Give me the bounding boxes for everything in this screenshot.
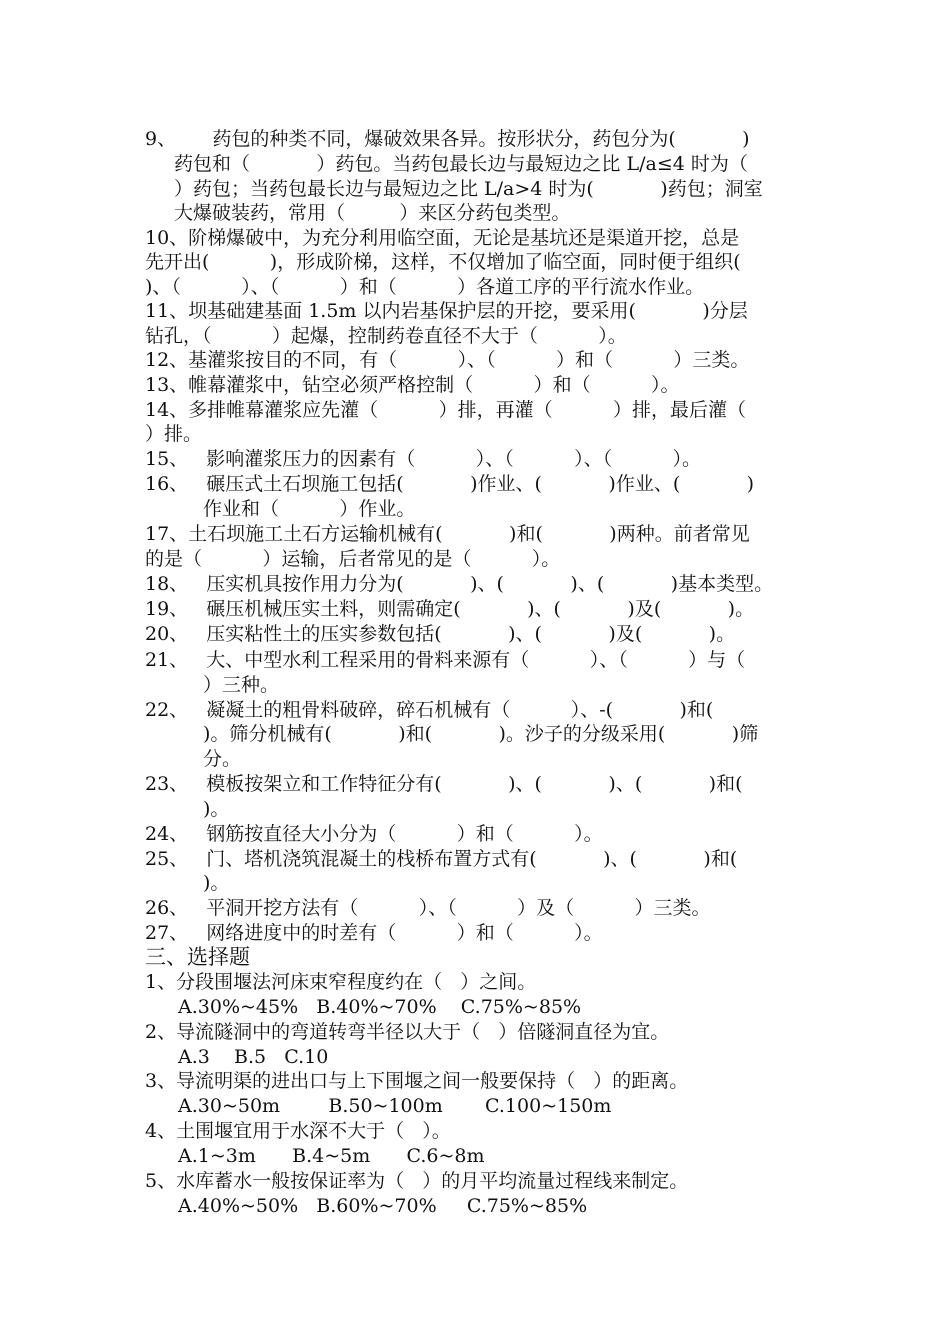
text-line: ）药包；当药包最长边与最短边之比 L/a>4 时为( )药包；洞室 [174, 178, 763, 200]
text-line: 分。 [203, 748, 242, 770]
text-line: )、（ ）、（ ）和（ ）各道工序的平行流水作业。 [145, 276, 705, 298]
text-line: )。 [203, 798, 230, 820]
text-line: 16、 碾压式土石坝施工包括( )作业、( )作业、( ) [145, 473, 755, 495]
text-line: 药包和（ ）药包。当药包最长边与最短边之比 L/a≤4 时为（ [174, 153, 748, 175]
text-line: 钻孔，（ ）起爆，控制药卷直径不大于（ ）。 [145, 325, 627, 347]
text-line: 15、 影响灌浆压力的因素有（ ）、（ ）、（ ）。 [145, 448, 701, 470]
question-text: 2、导流隧洞中的弯道转弯半径以大于（ ）倍隧洞直径为宜。 [145, 1021, 670, 1043]
text-line: 22、 凝凝土的粗骨料破碎，碎石机械有（ ）、-( )和( [145, 699, 714, 721]
text-line: 25、 门、塔机浇筑混凝土的栈桥布置方式有( )、( )和( [145, 848, 738, 870]
text-line: 12、基灌浆按目的不同，有（ ）、（ ）和（ ）三类。 [145, 349, 750, 371]
text-line: 11、坝基础建基面 1.5m 以内岩基保护层的开挖，要采用( )分层 [145, 300, 748, 322]
text-line: 的是（ ）运输，后者常见的是（ ）。 [145, 548, 561, 570]
answer-options: A.3 B.5 C.10 [178, 1046, 329, 1068]
text-line: 10、阶梯爆破中，为充分利用临空面，无论是基坑还是渠道开挖，总是 [145, 227, 740, 249]
text-line: 9、 药包的种类不同，爆破效果各异。按形状分，药包分为( ) [145, 128, 750, 150]
question-text: 5、水库蓄水一般按保证率为（ ）的月平均流量过程线来制定。 [145, 1170, 689, 1192]
text-line: 先开出( )，形成阶梯，这样，不仅增加了临空面，同时便于组织( [145, 251, 741, 273]
text-line: )。 [203, 872, 230, 894]
answer-options: A.30~50m B.50~100m C.100~150m [178, 1095, 612, 1117]
text-line: ）排。 [145, 423, 203, 445]
text-line: )。筛分机械有( )和( )。沙子的分级采用( )筛 [203, 723, 759, 745]
text-line: 作业和（ ）作业。 [203, 498, 416, 520]
text-line: 26、 平洞开挖方法有（ ）、（ ）及（ ）三类。 [145, 897, 711, 919]
answer-options: A.1~3m B.4~5m C.6~8m [178, 1145, 485, 1167]
text-line: 13、帷幕灌浆中，钻空必须严格控制（ ）和（ ）。 [145, 374, 680, 396]
answer-options: A.30%~45% B.40%~70% C.75%~85% [178, 996, 582, 1018]
text-line: 23、 模板按架立和工作特征分有( )、( )、( )和( [145, 773, 743, 795]
text-line: 27、 网络进度中的时差有（ ）和（ ）。 [145, 922, 603, 944]
text-line: 19、 碾压机械压实土料，则需确定( )、( )及( )。 [145, 598, 755, 620]
question-text: 3、导流明渠的进出口与上下围堰之间一般要保持（ ）的距离。 [145, 1070, 689, 1092]
answer-options: A.40%~50% B.60%~70% C.75%~85% [178, 1195, 588, 1217]
text-line: 24、 钢筋按直径大小分为（ ）和（ ）。 [145, 823, 603, 845]
text-line: 17、土石坝施工土石方运输机械有( )和( )两种。前者常见 [145, 523, 750, 545]
text-line: 20、 压实粘性土的压实参数包括( )、( )及( )。 [145, 623, 736, 645]
section-heading: 三、选择题 [145, 945, 250, 969]
text-line: 18、 压实机具按作用力分为( )、( )、( )基本类型。 [145, 573, 774, 595]
question-text: 1、分段围堰法河床束窄程度约在（ ）之间。 [145, 971, 537, 993]
text-line: ）三种。 [203, 674, 280, 696]
text-line: 21、 大、中型水利工程采用的骨料来源有（ ）、（ ）与（ [145, 649, 746, 671]
text-line: 大爆破装药，常用（ ）来区分药包类型。 [174, 202, 571, 224]
text-line: 14、多排帷幕灌浆应先灌（ ）排，再灌（ ）排，最后灌（ [145, 399, 746, 421]
question-text: 4、土围堰宜用于水深不大于（ ）。 [145, 1120, 451, 1142]
